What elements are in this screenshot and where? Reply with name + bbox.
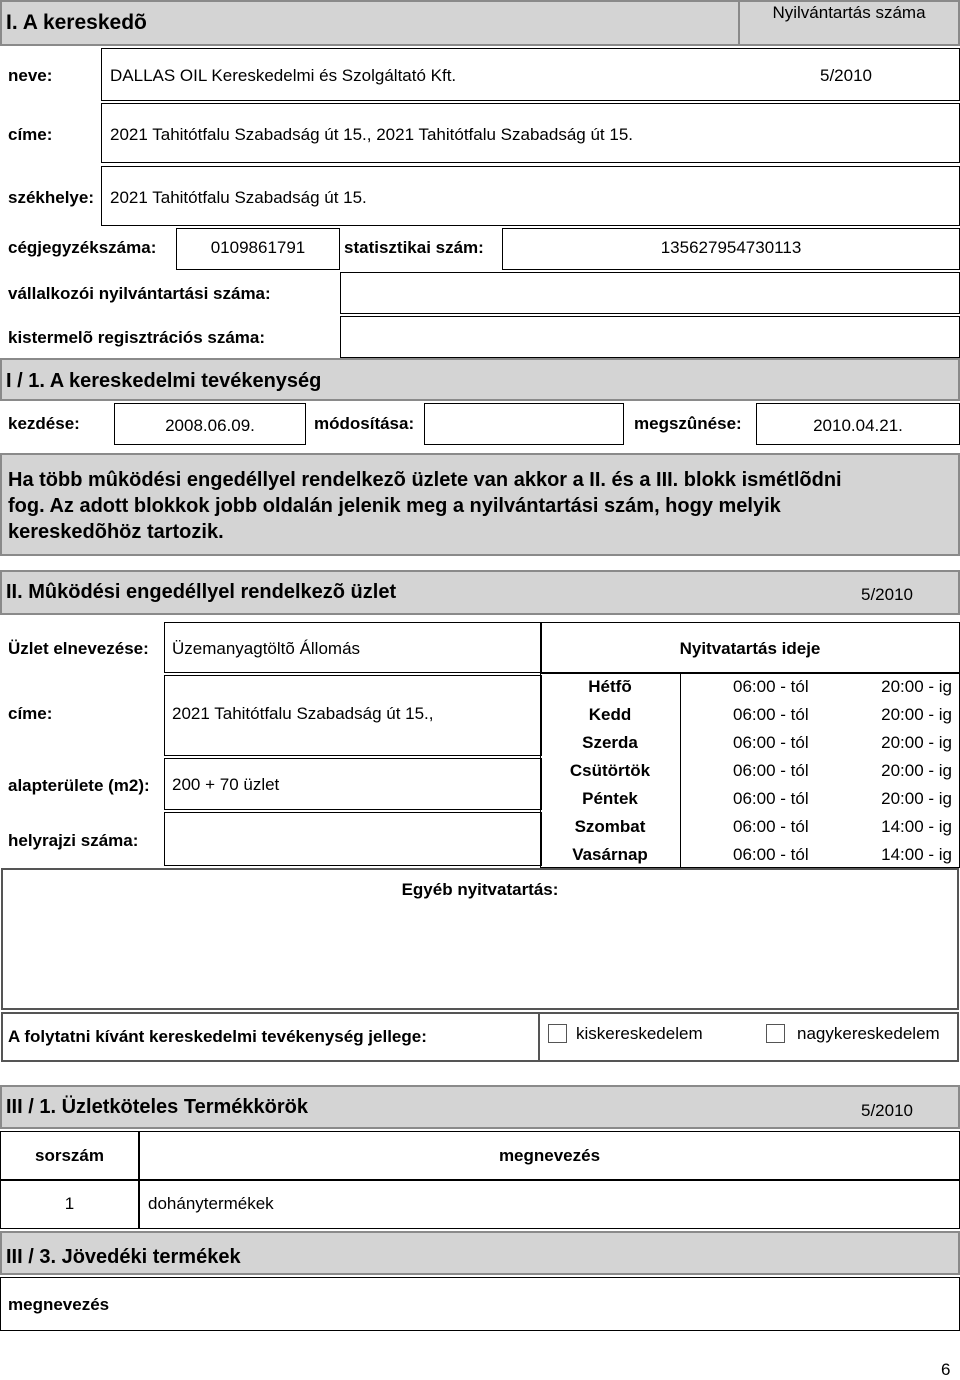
end-date: 2010.04.21.	[813, 416, 903, 435]
company-reg-label: cégjegyzékszáma:	[8, 238, 157, 257]
start-label: kezdése:	[8, 414, 80, 433]
notice-line-2: fog. Az adott blokkok jobb oldalán jelenik meg a nyilvántartási szám, hogy melyik	[8, 495, 781, 517]
modify-box	[424, 403, 624, 445]
shop-address-label: címe:	[8, 704, 53, 723]
hours-open: 06:00 - tól	[733, 845, 809, 864]
reg-number: 5/2010	[820, 66, 872, 85]
hours-close: 14:00 - ig	[881, 845, 952, 864]
hours-table-divider	[680, 673, 681, 868]
hours-day: Péntek	[582, 789, 638, 808]
lot-box	[164, 812, 542, 866]
company-seat: 2021 Tahitótfalu Szabadság út 15.	[110, 188, 367, 207]
section2-title: II. Mûködési engedéllyel rendelkezõ üzlet	[6, 581, 397, 603]
page-number: 6	[941, 1360, 951, 1379]
stat-number: 135627954730113	[660, 238, 802, 257]
seat-label: székhelye:	[8, 188, 94, 207]
retail-label: kiskereskedelem	[576, 1024, 703, 1043]
stat-label: statisztikai szám:	[344, 238, 484, 257]
lot-label: helyrajzi száma:	[8, 831, 139, 850]
hours-close: 20:00 - ig	[881, 789, 952, 808]
activity-title: I / 1. A kereskedelmi tevékenység	[6, 370, 322, 392]
hours-close: 20:00 - ig	[881, 677, 952, 696]
modify-label: módosítása:	[314, 414, 415, 433]
nature-label: A folytatni kívánt kereskedelmi tevékenység jellege:	[8, 1027, 427, 1046]
wholesale-checkbox[interactable]	[766, 1024, 785, 1043]
nature-divider	[538, 1012, 540, 1062]
hours-day: Vasárnap	[572, 845, 648, 864]
company-reg-number: 0109861791	[210, 238, 306, 257]
hours-close: 14:00 - ig	[881, 817, 952, 836]
entrepreneur-box	[340, 272, 960, 314]
name-label: neve:	[8, 66, 53, 85]
area-label: alapterülete (m2):	[8, 776, 150, 795]
products-col-no: sorszám	[35, 1146, 104, 1165]
excise-col-name: megnevezés	[8, 1295, 110, 1314]
hours-open: 06:00 - tól	[733, 789, 809, 808]
other-hours-label: Egyéb nyitvatartás:	[401, 880, 559, 899]
hours-close: 20:00 - ig	[881, 733, 952, 752]
hours-close: 20:00 - ig	[881, 761, 952, 780]
start-date: 2008.06.09.	[165, 416, 255, 435]
section2-reg-number: 5/2010	[861, 585, 913, 604]
product-name: dohánytermékek	[148, 1194, 274, 1213]
reg-number-header: Nyilvántartás száma	[772, 3, 926, 22]
smallproducer-label: kistermelõ regisztrációs száma:	[8, 328, 266, 347]
shop-name: Üzemanyagtöltõ Állomás	[172, 639, 361, 658]
notice-line-1: Ha több mûködési engedéllyel rendelkezõ üzlete van akkor a II. és a III. blokk ismétlõdni	[8, 469, 842, 491]
excise-header-box	[0, 1277, 960, 1331]
hours-open: 06:00 - tól	[733, 733, 809, 752]
wholesale-label: nagykereskedelem	[797, 1024, 940, 1043]
end-label: megszûnése:	[634, 414, 742, 433]
section4-title: III / 3. Jövedéki termékek	[6, 1246, 241, 1268]
notice-line-3: kereskedõhöz tartozik.	[8, 521, 224, 543]
shop-name-label: Üzlet elnevezése:	[8, 639, 149, 658]
hours-open: 06:00 - tól	[733, 677, 809, 696]
hours-day: Szombat	[574, 817, 646, 836]
hours-open: 06:00 - tól	[733, 705, 809, 724]
product-no: 1	[64, 1194, 75, 1213]
hours-day: Csütörtök	[569, 761, 651, 780]
hours-day: Kedd	[588, 705, 632, 724]
smallproducer-box	[340, 316, 960, 358]
section3-reg-number: 5/2010	[861, 1101, 913, 1120]
hours-open: 06:00 - tól	[733, 761, 809, 780]
entrepreneur-label: vállalkozói nyilvántartási száma:	[8, 284, 271, 303]
address-label: címe:	[8, 125, 53, 144]
hours-close: 20:00 - ig	[881, 705, 952, 724]
area-value: 200 + 70 üzlet	[172, 775, 280, 794]
section1-title: I. A kereskedõ	[6, 11, 147, 34]
hours-day: Hétfõ	[588, 677, 632, 696]
hours-open: 06:00 - tól	[733, 817, 809, 836]
hours-header: Nyitvatartás ideje	[679, 639, 821, 658]
shop-address: 2021 Tahitótfalu Szabadság út 15.,	[172, 704, 434, 723]
hours-day: Szerda	[582, 733, 638, 752]
section3-title: III / 1. Üzletköteles Termékkörök	[6, 1096, 308, 1118]
retail-checkbox[interactable]	[548, 1024, 567, 1043]
company-address: 2021 Tahitótfalu Szabadság út 15., 2021 Tahitótfalu Szabadság út 15.	[110, 125, 633, 144]
company-name: DALLAS OIL Kereskedelmi és Szolgáltató Kft.	[110, 66, 457, 85]
products-col-name: megnevezés	[498, 1146, 601, 1165]
